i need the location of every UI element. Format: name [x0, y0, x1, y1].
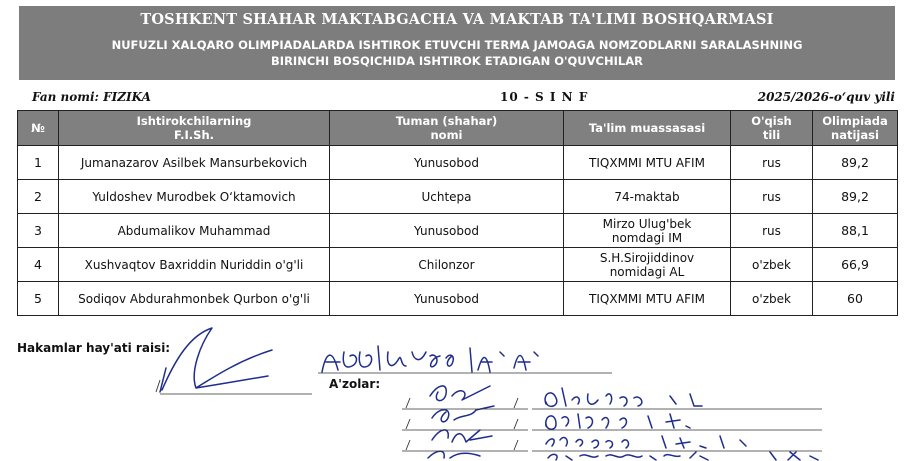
header-result: [813, 111, 898, 146]
district-name: Yunusobod: [330, 146, 564, 180]
table-row: [18, 282, 898, 316]
olympiad-result: 89,2: [813, 146, 898, 180]
olympiad-result: 89,2: [813, 180, 898, 214]
study-language: o'zbek: [731, 248, 813, 282]
grade-label: 10 - S I N F: [500, 90, 589, 104]
members-label: A'zolar:: [329, 377, 381, 391]
study-language: rus: [731, 146, 813, 180]
participant-name: Jumanazarov Asilbek Mansurbekovich: [59, 146, 330, 180]
table-row: [18, 248, 898, 282]
chair-label: Hakamlar hay'ati raisi:: [17, 341, 171, 355]
subtitle-line-1: NUFUZLI XALQARO OLIMPIADALARDA ISHTIROK ETUVCHI TERMA JAMOAGA NOMZODLARNI SARALASHNING: [111, 38, 803, 52]
row-num: 4: [18, 248, 59, 282]
study-language: rus: [731, 180, 813, 214]
school-name: [564, 248, 731, 282]
table-row: [18, 214, 898, 248]
chair-name-handwriting: [322, 346, 538, 372]
district-name: Chilonzor: [330, 248, 564, 282]
header-district-line-2: nomi: [430, 128, 463, 142]
header-name-line-2: F.I.Sh.: [173, 128, 215, 142]
row-num: 1: [18, 146, 59, 180]
participant-name: Xushvaqtov Baxriddin Nuriddin o'g'li: [59, 248, 330, 282]
header-language: [731, 111, 813, 146]
member-name-4: [548, 452, 818, 460]
header-result-line-1: Olimpiada: [822, 114, 888, 128]
meta-row: [20, 90, 896, 106]
bracket-slash: [406, 419, 410, 429]
member-name-2: [546, 414, 690, 429]
school-line-1: TIQXMMI MTU AFIM: [589, 155, 705, 170]
subtitle-line-2: BIRINCHI BOSQICHIDA ISHTIROK ETADIGAN O'QUVCHILAR: [271, 54, 643, 68]
table-header-row: [18, 111, 898, 146]
table-row: [18, 180, 898, 214]
header-num: №: [18, 111, 59, 146]
document-header: [19, 6, 895, 80]
bracket-slash: [156, 380, 160, 392]
document-subtitle: [19, 37, 895, 69]
subject-label: Fan nomi: FIZIKA: [32, 90, 151, 104]
header-language-line-1: O'qish: [751, 114, 792, 128]
member-name-3: [546, 436, 746, 448]
bracket-slash: [514, 440, 518, 450]
study-language: rus: [731, 214, 813, 248]
olympiad-result: 66,9: [813, 248, 898, 282]
study-language: o'zbek: [731, 282, 813, 316]
member-signature-1: [430, 386, 490, 401]
header-district-line-1: Tuman (shahar): [395, 114, 498, 128]
header-result-line-2: natijasi: [831, 128, 879, 142]
school-line-1: 74-maktab: [614, 189, 680, 204]
row-num: 3: [18, 214, 59, 248]
participant-name: Sodiqov Abdurahmonbek Qurbon o'g'li: [59, 282, 330, 316]
academic-year: 2025/2026-o‘quv yili: [757, 90, 895, 104]
table-row: [18, 146, 898, 180]
bracket-slash: [406, 398, 410, 408]
bracket-slash: [514, 419, 518, 429]
olympiad-result: 88,1: [813, 214, 898, 248]
header-school: Ta'lim muassasasi: [564, 111, 731, 146]
member-signature-2: [432, 406, 494, 422]
school-line-2: nomdagi IM: [611, 230, 683, 245]
header-language-line-2: tili: [762, 128, 781, 142]
chair-signature: [160, 328, 272, 392]
school-line-1: Mirzo Ulug'bek: [602, 216, 692, 231]
document-title: TOSHKENT SHAHAR MAKTABGACHA VA MAKTAB TA'LIMI BOSHQARMASI: [140, 11, 774, 28]
results-table: [17, 110, 898, 316]
row-num: 2: [18, 180, 59, 214]
member-name-1: [545, 388, 702, 406]
header-name: [59, 111, 330, 146]
district-name: Uchtepa: [330, 180, 564, 214]
school-name: [564, 214, 731, 248]
olympiad-result: 60: [813, 282, 898, 316]
district-name: Yunusobod: [330, 214, 564, 248]
participant-name: Abdumalikov Muhammad: [59, 214, 330, 248]
header-name-line-1: Ishtirokchilarning: [136, 114, 252, 128]
bracket-slash: [406, 440, 410, 450]
participant-name: Yuldoshev Murodbek O‘ktamovich: [59, 180, 330, 214]
row-num: 5: [18, 282, 59, 316]
school-name: [564, 146, 731, 180]
member-signature-4: [428, 451, 480, 458]
school-name: [564, 180, 731, 214]
member-signature-3: [432, 430, 492, 442]
header-district: [330, 111, 564, 146]
school-line-1: TIQXMMI MTU AFIM: [589, 291, 705, 306]
school-name: [564, 282, 731, 316]
school-line-1: S.H.Sirojiddinov: [599, 250, 695, 265]
district-name: Yunusobod: [330, 282, 564, 316]
school-line-2: nomidagi AL: [609, 264, 685, 279]
bracket-slash: [514, 398, 518, 408]
